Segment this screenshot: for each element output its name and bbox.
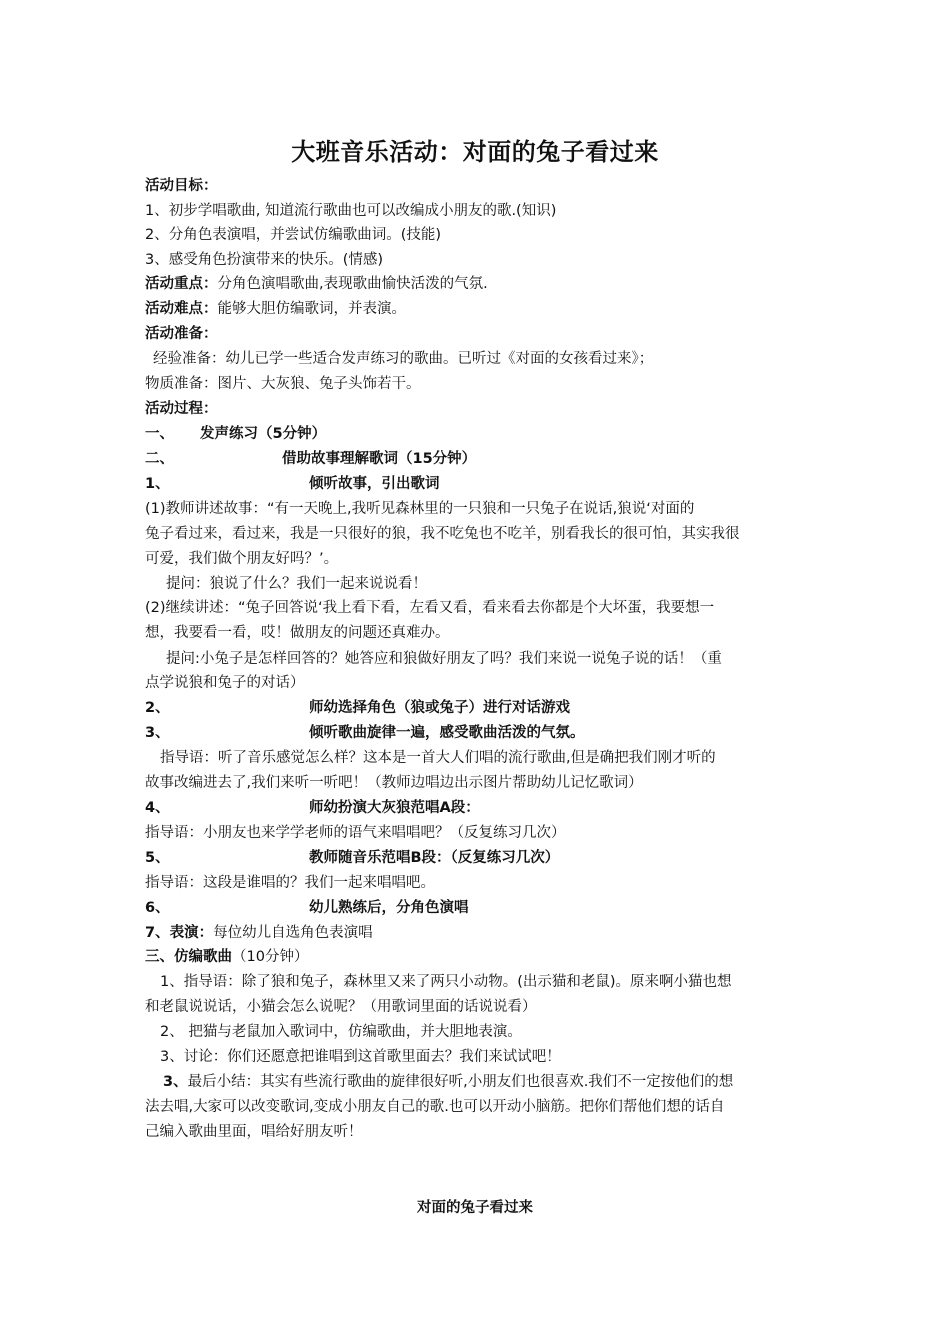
step-1 — [145, 422, 810, 447]
difficulty-text: 能够大胆仿编歌词，并表演。 — [217, 301, 406, 317]
practice-1-line-2: 和老鼠说说话，小猫会怎么说呢？（用歌词里面的话说说看） — [145, 999, 537, 1015]
guide-3: 指导语：这段是谁唱的？我们一起来唱唱吧。 — [145, 875, 435, 891]
story-2-line-1: (2)继续讲述：“兔子回答说‘我上看下看，左看又看，看来看去你都是个大坏蛋，我要想一 — [145, 600, 715, 616]
goals-heading: 活动目标： — [145, 178, 218, 194]
step-3 — [145, 945, 810, 970]
process-heading: 活动过程： — [145, 401, 218, 417]
key-point-text: 分角色演唱歌曲,表现歌曲愉快活泼的气氛. — [217, 276, 488, 292]
question-2-line-1: 提问:小兔子是怎样回答的？她答应和狼做好朋友了吗？我们来说一说兔子说的话！（重 — [166, 651, 722, 667]
key-point-label: 活动重点： — [145, 276, 218, 292]
step-2-number: 二、 — [145, 451, 174, 467]
sub-step-2-text: 师幼选择角色（狼或兔子）进行对话游戏 — [309, 700, 570, 716]
sub-step-3-text: 倾听歌曲旋律一遍，感受歌曲活泼的气氛。 — [309, 725, 585, 741]
key-point — [145, 272, 810, 297]
question-2-line-2: 点学说狼和兔子的对话） — [145, 675, 305, 691]
sub-step-7-text: 每位幼儿自选角色表演唱 — [213, 925, 373, 941]
step-1-number: 一、 — [145, 426, 174, 442]
practice-3: 3、讨论：你们还愿意把谁唱到这首歌里面去？我们来试试吧！ — [160, 1049, 561, 1065]
sub-step-4-text: 师幼扮演大灰狼范唱A段： — [309, 800, 480, 816]
sub-step-7-label: 7、表演： — [145, 925, 214, 941]
goal-2: 2、分角色表演唱，并尝试仿编歌曲词。(技能) — [145, 227, 442, 243]
story-1-line-2: 兔子看过来，看过来，我是一只很好的狼，我不吃兔也不吃羊，别看我长的很可怕，其实我很 — [145, 526, 740, 542]
practice-2: 2、 把猫与老鼠加入歌词中，仿编歌曲，并大胆地表演。 — [160, 1024, 522, 1040]
step-2 — [145, 447, 810, 472]
question-1: 提问：狼说了什么？我们一起来说说看！ — [166, 576, 427, 592]
guide-2: 指导语：小朋友也来学学老师的语气来唱唱吧？（反复练习几次） — [145, 825, 566, 841]
sub-step-2 — [145, 696, 810, 721]
sub-step-3-number: 3、 — [145, 725, 170, 741]
guide-1-line-2: 故事改编进去了,我们来听一听吧！（教师边唱边出示图片帮助幼儿记忆歌词） — [145, 775, 643, 791]
goal-1: 1、初步学唱歌曲, 知道流行歌曲也可以改编成小朋友的歌.(知识) — [145, 203, 557, 219]
sub-step-1 — [145, 472, 810, 497]
prep-material: 物质准备：图片、大灰狼、兔子头饰若干。 — [145, 376, 421, 392]
sub-step-4-number: 4、 — [145, 800, 170, 816]
sub-step-6-text: 幼儿熟练后，分角色演唱 — [309, 900, 469, 916]
sub-step-1-text: 倾听故事，引出歌词 — [309, 476, 440, 492]
sub-step-1-number: 1、 — [145, 476, 170, 492]
page-title: 大班音乐活动：对面的兔子看过来 — [291, 138, 659, 166]
practice-1-line-1: 1、指导语：除了狼和兔子，森林里又来了两只小动物。(出示猫和老鼠)。原来啊小猫也想 — [160, 974, 732, 990]
goal-3: 3、感受角色扮演带来的快乐。(情感) — [145, 252, 384, 268]
guide-1-line-1: 指导语：听了音乐感觉怎么样？这本是一首大人们唱的流行歌曲,但是确把我们刚才听的 — [160, 750, 716, 766]
sub-step-5-text: 教师随音乐范唱B段：（反复练习几次） — [309, 850, 560, 866]
step-2-text: 借助故事理解歌词（15分钟） — [282, 451, 477, 467]
step-3-label: 三、仿编歌曲 — [145, 949, 232, 965]
summary-number: 3、 — [163, 1074, 188, 1090]
sub-step-7 — [145, 921, 810, 946]
difficulty-label: 活动难点： — [145, 301, 218, 317]
summary-line-3: 己编入歌曲里面，唱给好朋友听！ — [145, 1124, 363, 1140]
difficulty-point — [145, 297, 810, 322]
step-3-time: （10分钟） — [232, 949, 309, 965]
story-1-line-3: 可爱，我们做个朋友好吗？’。 — [145, 551, 339, 567]
song-title: 对面的兔子看过来 — [417, 1200, 533, 1216]
prep-experience: 经验准备：幼儿已学一些适合发声练习的歌曲。已听过《对面的女孩看过来》； — [153, 351, 654, 367]
sub-step-6-number: 6、 — [145, 900, 170, 916]
sub-step-5-number: 5、 — [145, 850, 170, 866]
sub-step-5 — [145, 846, 810, 871]
sub-step-3 — [145, 721, 810, 746]
summary-line-2: 法去唱,大家可以改变歌词,变成小朋友自己的歌.也可以开动小脑筋。把你们帮他们想的话自 — [145, 1099, 725, 1115]
summary-text-1: 最后小结：其实有些流行歌曲的旋律很好听,小朋友们也很喜欢.我们不一定按他们的想 — [187, 1074, 734, 1090]
sub-step-4 — [145, 796, 810, 821]
sub-step-2-number: 2、 — [145, 700, 170, 716]
sub-step-6 — [145, 896, 810, 921]
story-1-line-1: (1)教师讲述故事：“有一天晚上,我听见森林里的一只狼和一只兔子在说话,狼说‘对面的 — [145, 501, 695, 517]
step-1-text: 发声练习（5分钟） — [200, 426, 327, 442]
prep-heading: 活动准备： — [145, 326, 218, 342]
summary-line-1 — [163, 1070, 828, 1095]
story-2-line-2: 想，我要看一看，哎！做朋友的问题还真难办。 — [145, 625, 450, 641]
